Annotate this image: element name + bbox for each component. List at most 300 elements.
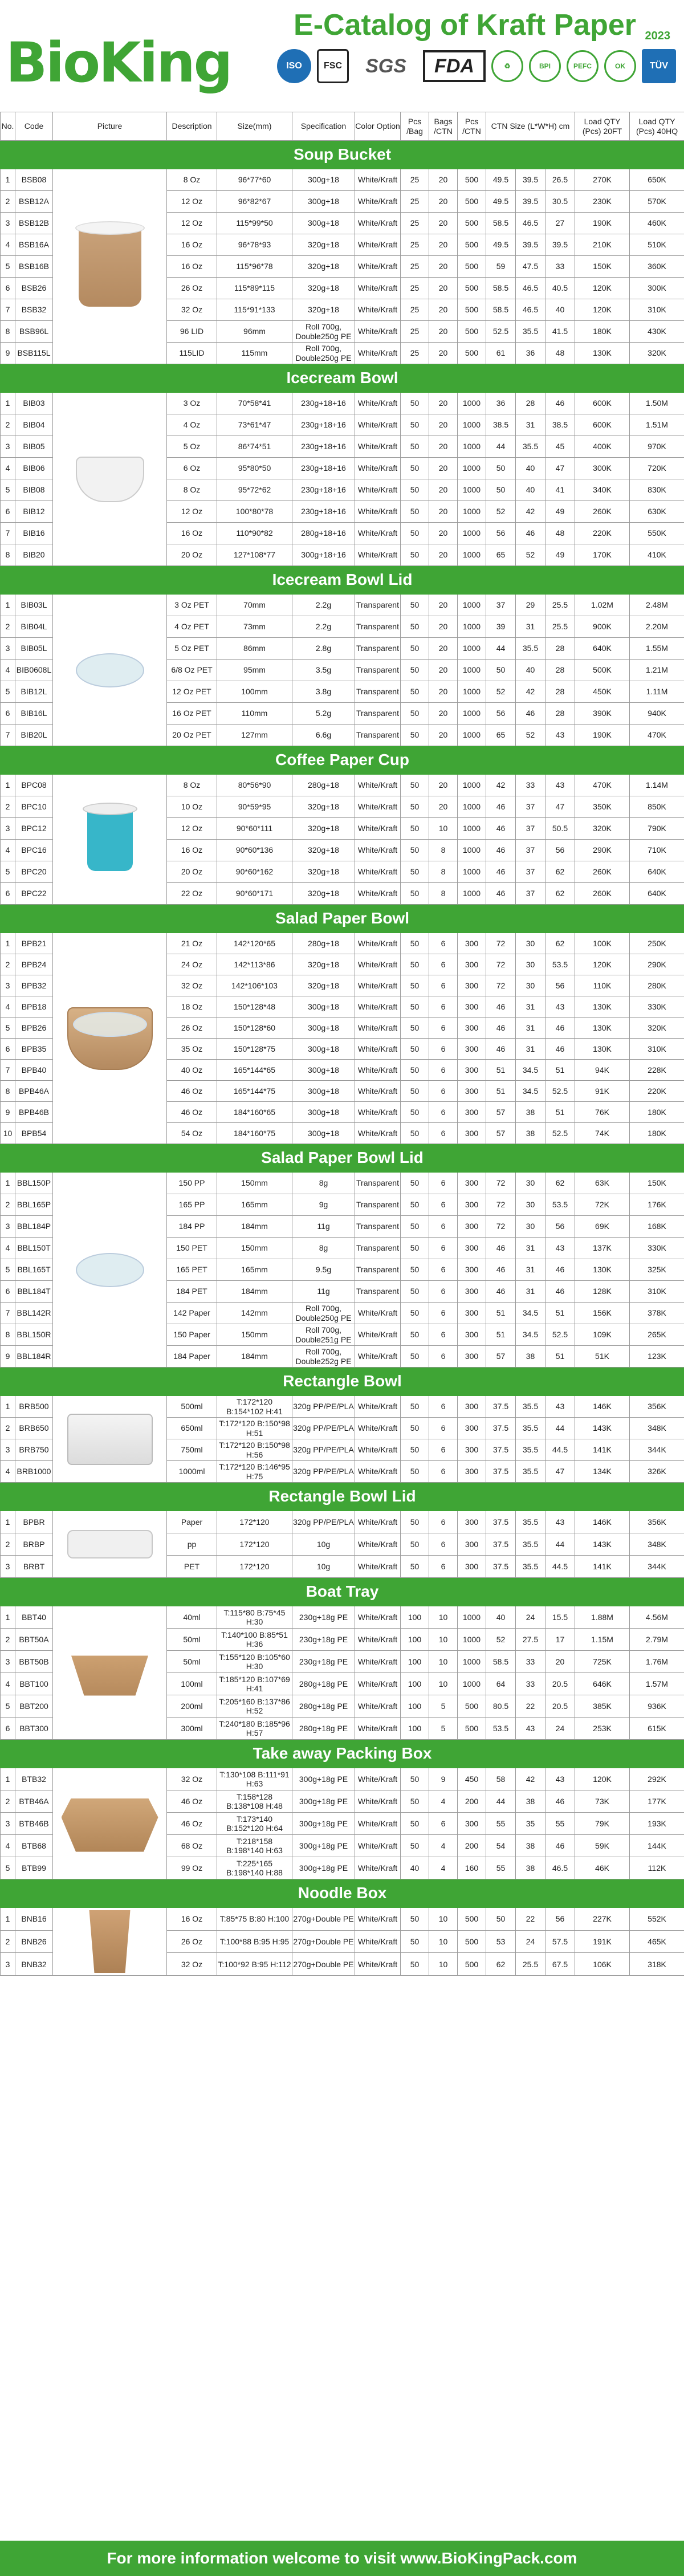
boat-product-image	[67, 1645, 153, 1702]
table-cell: 6	[429, 1194, 458, 1216]
table-cell: 51K	[575, 1346, 630, 1368]
table-cell: 184mm	[217, 1281, 292, 1303]
table-cell: 470K	[575, 775, 630, 796]
table-cell: 35 Oz	[167, 1039, 217, 1060]
table-cell: 280g+18	[292, 775, 355, 796]
table-cell: 165 PP	[167, 1194, 217, 1216]
table-cell: BPB46A	[15, 1081, 53, 1102]
table-cell: 8	[429, 861, 458, 883]
table-cell: 640K	[630, 861, 684, 883]
table-cell: 95*80*50	[217, 458, 292, 479]
table-cell: 300	[458, 1216, 486, 1238]
table-cell: 20	[429, 681, 458, 703]
table-cell: BSB12B	[15, 213, 53, 234]
section-title: Coffee Paper Cup	[1, 746, 684, 775]
table-cell: 50	[486, 458, 516, 479]
table-cell: 24	[516, 1606, 545, 1629]
table-cell: 70*58*41	[217, 393, 292, 414]
table-cell: 36	[516, 343, 545, 364]
table-cell: 8	[429, 883, 458, 905]
table-cell: 450K	[575, 681, 630, 703]
table-cell: 120K	[575, 278, 630, 299]
table-cell: 46	[516, 523, 545, 544]
table-cell: 6	[429, 1039, 458, 1060]
table-cell: 6	[429, 975, 458, 996]
bowl-white-product-image	[76, 457, 144, 502]
table-cell: 2	[1, 616, 15, 638]
table-cell: 1.11M	[630, 681, 684, 703]
table-cell: 12 Oz PET	[167, 681, 217, 703]
table-cell: 300g+18g PE	[292, 1790, 355, 1813]
table-cell: 500	[458, 169, 486, 191]
table-cell: 10 Oz	[167, 796, 217, 818]
table-cell: 2.8g	[292, 638, 355, 660]
table-cell: 650ml	[167, 1418, 217, 1439]
table-cell: White/Kraft	[355, 1790, 401, 1813]
table-cell: 50	[401, 1790, 429, 1813]
table-cell: 146K	[575, 1511, 630, 1533]
table-cell: 5	[1, 1695, 15, 1718]
table-header-row	[1, 112, 684, 141]
table-cell: 50ml	[167, 1629, 217, 1651]
table-cell: 4	[1, 458, 15, 479]
table-cell: 74K	[575, 1123, 630, 1144]
table-cell: 320K	[630, 343, 684, 364]
table-cell: 143K	[575, 1418, 630, 1439]
table-cell: 31	[516, 616, 545, 638]
table-cell: 6	[429, 1303, 458, 1324]
table-cell: 43	[516, 1718, 545, 1740]
table-cell: 100*80*78	[217, 501, 292, 523]
table-cell: 300	[458, 1060, 486, 1081]
table-cell: 1000	[458, 436, 486, 458]
table-cell: 50	[401, 796, 429, 818]
table-cell: 4	[1, 1238, 15, 1259]
table-cell: 4	[1, 996, 15, 1018]
table-cell: 35.5	[516, 1396, 545, 1418]
table-cell: 30	[516, 933, 545, 954]
table-cell: 52.5	[545, 1324, 575, 1346]
table-cell: 16 Oz PET	[167, 703, 217, 725]
table-cell: 20	[429, 343, 458, 364]
table-cell: 49.5	[486, 234, 516, 256]
table-cell: 45	[545, 436, 575, 458]
table-cell: 180K	[630, 1123, 684, 1144]
table-cell: BPB32	[15, 975, 53, 996]
table-cell: 6	[429, 1813, 458, 1835]
table-cell: 227K	[575, 1908, 630, 1931]
table-cell: 38	[516, 1857, 545, 1879]
catalog-header	[0, 0, 684, 112]
certifications-row	[203, 49, 676, 83]
table-cell: 50	[401, 725, 429, 746]
table-cell: 28	[545, 703, 575, 725]
table-cell: BIB06	[15, 458, 53, 479]
table-cell: 4	[1, 1461, 15, 1483]
table-cell: 50	[401, 1238, 429, 1259]
table-cell: Transparent	[355, 616, 401, 638]
table-cell: 10	[429, 1953, 458, 1976]
table-cell: 5	[429, 1695, 458, 1718]
table-cell: 40	[486, 1606, 516, 1629]
table-cell: 40ml	[167, 1606, 217, 1629]
table-cell: 50	[401, 996, 429, 1018]
header-right	[203, 8, 676, 83]
table-cell: 300g+18g PE	[292, 1768, 355, 1790]
table-cell: Roll 700g, Double250g PE	[292, 321, 355, 343]
table-cell: 86*74*51	[217, 436, 292, 458]
bucket-product-image	[79, 227, 141, 307]
section-header	[1, 1879, 684, 1908]
ok-compost-icon: OK	[604, 50, 636, 82]
table-cell: 2	[1, 1790, 15, 1813]
table-cell: 25	[401, 321, 429, 343]
table-cell: 24	[545, 1718, 575, 1740]
table-cell: 3	[1, 1216, 15, 1238]
table-cell: 6	[429, 1511, 458, 1533]
table-cell: 50	[401, 1461, 429, 1483]
table-cell: 26 Oz	[167, 1018, 217, 1039]
table-cell: 43	[545, 1238, 575, 1259]
table-cell: 33	[516, 775, 545, 796]
table-cell: BIB05	[15, 436, 53, 458]
table-cell: 156K	[575, 1303, 630, 1324]
table-cell: 250K	[630, 933, 684, 954]
table-cell: 265K	[630, 1324, 684, 1346]
table-cell: 10	[429, 1673, 458, 1695]
table-cell: White/Kraft	[355, 234, 401, 256]
table-cell: 500	[458, 278, 486, 299]
table-cell: 33	[516, 1651, 545, 1673]
section-title: Rectangle Bowl Lid	[1, 1483, 684, 1511]
table-cell: 646K	[575, 1673, 630, 1695]
table-cell: 725K	[575, 1651, 630, 1673]
table-cell: White/Kraft	[355, 1081, 401, 1102]
table-cell: 134K	[575, 1461, 630, 1483]
table-cell: 46	[486, 883, 516, 905]
table-cell: 310K	[630, 299, 684, 321]
table-cell: 90*60*162	[217, 861, 292, 883]
column-header: Description	[167, 112, 217, 141]
table-cell: 44	[486, 638, 516, 660]
table-cell: BSB32	[15, 299, 53, 321]
table-cell: 300	[458, 1418, 486, 1439]
table-cell: 31	[516, 1238, 545, 1259]
table-cell: 37.5	[486, 1396, 516, 1418]
table-cell: 146K	[575, 1396, 630, 1418]
column-header: Picture	[53, 112, 167, 141]
table-cell: 5	[1, 681, 15, 703]
table-cell: 10g	[292, 1556, 355, 1578]
table-cell: 300	[458, 1281, 486, 1303]
table-cell: 8	[1, 544, 15, 566]
table-cell: 320g+18	[292, 840, 355, 861]
table-cell: 50	[401, 954, 429, 975]
table-cell: 73mm	[217, 616, 292, 638]
table-cell: 120K	[575, 954, 630, 975]
table-cell: 50	[401, 1953, 429, 1976]
section-title: Rectangle Bowl	[1, 1368, 684, 1396]
table-cell: 320g PP/PE/PLA	[292, 1396, 355, 1418]
table-cell: White/Kraft	[355, 1533, 401, 1556]
table-cell: 300	[458, 933, 486, 954]
table-cell: 43	[545, 1768, 575, 1790]
table-cell: 50	[401, 523, 429, 544]
table-cell: White/Kraft	[355, 818, 401, 840]
table-cell: 51	[486, 1324, 516, 1346]
table-cell: 300	[458, 1102, 486, 1123]
table-cell: 260K	[575, 883, 630, 905]
table-cell: 20	[429, 775, 458, 796]
table-cell: White/Kraft	[355, 1718, 401, 1740]
table-cell: 51	[486, 1303, 516, 1324]
table-cell: White/Kraft	[355, 1813, 401, 1835]
table-cell: 8	[1, 321, 15, 343]
table-cell: 52.5	[545, 1081, 575, 1102]
table-cell: 53.5	[545, 1194, 575, 1216]
table-cell: 18 Oz	[167, 996, 217, 1018]
table-cell: BIB05L	[15, 638, 53, 660]
table-cell: 1000ml	[167, 1461, 217, 1483]
table-cell: 1000	[458, 1651, 486, 1673]
table-cell: 20	[429, 191, 458, 213]
fda-icon: FDA	[423, 50, 486, 82]
table-cell: 20	[429, 414, 458, 436]
table-cell: BPB35	[15, 1039, 53, 1060]
table-cell: 470K	[630, 725, 684, 746]
table-cell: 400K	[575, 436, 630, 458]
table-cell: 53.5	[545, 954, 575, 975]
table-cell: 50	[401, 1039, 429, 1060]
logo-bio: Bio	[6, 31, 99, 95]
table-cell: White/Kraft	[355, 544, 401, 566]
catalog-year: 2023	[645, 30, 670, 42]
table-cell: 31	[516, 1259, 545, 1281]
table-cell: 8	[1, 1081, 15, 1102]
table-cell: 95*72*62	[217, 479, 292, 501]
fsc-icon: FSC	[317, 49, 349, 83]
table-cell: 65	[486, 544, 516, 566]
table-cell: BSB16B	[15, 256, 53, 278]
table-cell: White/Kraft	[355, 523, 401, 544]
table-cell: 50	[401, 1102, 429, 1123]
table-cell: 9	[1, 343, 15, 364]
table-cell: 300g+18g PE	[292, 1813, 355, 1835]
table-cell: 750ml	[167, 1439, 217, 1461]
table-cell: 10	[1, 1123, 15, 1144]
table-cell: 130K	[575, 1259, 630, 1281]
table-cell: 12 Oz	[167, 191, 217, 213]
table-cell: 7	[1, 1060, 15, 1081]
table-cell: 253K	[575, 1718, 630, 1740]
table-cell: White/Kraft	[355, 213, 401, 234]
table-cell: 46	[486, 1018, 516, 1039]
table-cell: 300g+18g PE	[292, 1835, 355, 1857]
product-picture-cell	[53, 393, 167, 566]
table-cell: 1	[1, 1606, 15, 1629]
table-cell: 30	[516, 954, 545, 975]
table-cell: 1	[1, 1908, 15, 1931]
table-cell: 2	[1, 1194, 15, 1216]
table-cell: 50	[401, 1346, 429, 1368]
table-cell: 320g+18	[292, 299, 355, 321]
table-cell: 9	[429, 1768, 458, 1790]
table-cell: 25.5	[516, 1953, 545, 1976]
table-cell: BRB500	[15, 1396, 53, 1418]
table-cell: 270g+Double PE	[292, 1953, 355, 1976]
table-cell: 180K	[630, 1102, 684, 1123]
table-cell: 500	[458, 1930, 486, 1953]
table-cell: 20	[429, 393, 458, 414]
table-cell: 9.5g	[292, 1259, 355, 1281]
table-cell: 1000	[458, 861, 486, 883]
table-cell: 96 LID	[167, 321, 217, 343]
table-cell: 4	[1, 234, 15, 256]
table-cell: 500	[458, 256, 486, 278]
table-cell: 200ml	[167, 1695, 217, 1718]
table-cell: 20	[429, 638, 458, 660]
table-cell: T:115*80 B:75*45 H:30	[217, 1606, 292, 1629]
table-cell: 348K	[630, 1418, 684, 1439]
table-cell: 15.5	[545, 1606, 575, 1629]
iso-icon: ISO	[277, 49, 311, 83]
table-cell: 50	[401, 681, 429, 703]
table-cell: 4	[1, 1673, 15, 1695]
table-cell: 42	[516, 1768, 545, 1790]
table-cell: 378K	[630, 1303, 684, 1324]
takeaway-product-image	[62, 1792, 158, 1855]
table-cell: 46 Oz	[167, 1813, 217, 1835]
table-cell: 300	[458, 1396, 486, 1418]
table-cell: 150*128*75	[217, 1039, 292, 1060]
table-cell: 8 Oz	[167, 479, 217, 501]
table-cell: 310K	[630, 1281, 684, 1303]
table-cell: 300	[458, 1123, 486, 1144]
table-cell: 184 PP	[167, 1216, 217, 1238]
table-cell: 2.2g	[292, 595, 355, 616]
table-cell: 300	[458, 1018, 486, 1039]
table-cell: 500	[458, 213, 486, 234]
table-cell: 63K	[575, 1173, 630, 1194]
table-cell: 37.5	[486, 1461, 516, 1483]
table-cell: 6	[429, 1418, 458, 1439]
table-cell: 150mm	[217, 1324, 292, 1346]
table-cell: 50	[401, 1813, 429, 1835]
table-cell: pp	[167, 1533, 217, 1556]
table-cell: 300	[458, 1173, 486, 1194]
table-cell: 260K	[575, 861, 630, 883]
table-cell: T:205*160 B:137*86 H:52	[217, 1695, 292, 1718]
table-cell: 4	[429, 1835, 458, 1857]
table-cell: White/Kraft	[355, 1556, 401, 1578]
table-cell: 50	[401, 1081, 429, 1102]
table-cell: 16 Oz	[167, 523, 217, 544]
table-cell: White/Kraft	[355, 393, 401, 414]
table-cell: 52	[486, 681, 516, 703]
table-cell: 3	[1, 1953, 15, 1976]
table-cell: 110K	[575, 975, 630, 996]
table-cell: 46	[486, 1039, 516, 1060]
table-cell: 34.5	[516, 1324, 545, 1346]
table-cell: 91K	[575, 1081, 630, 1102]
column-header: Color Option	[355, 112, 401, 141]
table-cell: 55	[545, 1813, 575, 1835]
table-cell: BSB08	[15, 169, 53, 191]
table-cell: 200	[458, 1790, 486, 1813]
table-cell: White/Kraft	[355, 1651, 401, 1673]
table-cell: 22	[516, 1908, 545, 1931]
table-cell: 2	[1, 954, 15, 975]
table-cell: 1000	[458, 414, 486, 436]
table-cell: 20	[429, 544, 458, 566]
table-cell: 21 Oz	[167, 933, 217, 954]
table-cell: 130K	[575, 343, 630, 364]
table-cell: 630K	[630, 501, 684, 523]
table-cell: 25	[401, 299, 429, 321]
table-cell: 50	[401, 1908, 429, 1931]
table-body	[1, 141, 684, 1976]
section-header	[1, 364, 684, 393]
table-cell: 190K	[575, 213, 630, 234]
table-cell: 2.2g	[292, 616, 355, 638]
table-cell: 50	[401, 1511, 429, 1533]
table-cell: 150 Paper	[167, 1324, 217, 1346]
table-cell: 40	[516, 458, 545, 479]
table-cell: T:172*120 B:150*98 H:56	[217, 1439, 292, 1461]
table-cell: 500	[458, 1953, 486, 1976]
table-cell: 115mm	[217, 343, 292, 364]
table-cell: 6	[429, 1081, 458, 1102]
table-cell: 46 Oz	[167, 1081, 217, 1102]
table-cell: 46.5	[545, 1857, 575, 1879]
table-cell: 51	[545, 1303, 575, 1324]
table-cell: 44.5	[545, 1439, 575, 1461]
table-cell: BTB68	[15, 1835, 53, 1857]
table-cell: 95mm	[217, 660, 292, 681]
table-cell: 165mm	[217, 1259, 292, 1281]
table-cell: 73K	[575, 1790, 630, 1813]
table-row	[1, 1768, 684, 1790]
table-cell: 5	[429, 1718, 458, 1740]
table-cell: 280K	[630, 975, 684, 996]
table-cell: 38	[516, 1346, 545, 1368]
table-cell: 25.5	[545, 595, 575, 616]
table-row	[1, 595, 684, 616]
table-cell: 46	[545, 1259, 575, 1281]
table-cell: BNB16	[15, 1908, 53, 1931]
table-cell: 47	[545, 796, 575, 818]
table-cell: 6 Oz	[167, 458, 217, 479]
table-cell: White/Kraft	[355, 299, 401, 321]
table-cell: 30	[516, 1194, 545, 1216]
table-cell: BIB20	[15, 544, 53, 566]
table-cell: 130K	[575, 1018, 630, 1039]
table-cell: 320g+18	[292, 796, 355, 818]
table-cell: 6	[429, 996, 458, 1018]
table-cell: 165*144*75	[217, 1081, 292, 1102]
table-cell: White/Kraft	[355, 1303, 401, 1324]
table-cell: 1000	[458, 1629, 486, 1651]
table-cell: Roll 700g, Double250g PE	[292, 343, 355, 364]
table-cell: 430K	[630, 321, 684, 343]
table-cell: BIB0608L	[15, 660, 53, 681]
table-cell: 7	[1, 1303, 15, 1324]
table-cell: 150mm	[217, 1173, 292, 1194]
table-cell: 52.5	[545, 1123, 575, 1144]
table-cell: 280g+18g PE	[292, 1718, 355, 1740]
table-cell: 1000	[458, 883, 486, 905]
table-cell: 3	[1, 213, 15, 234]
